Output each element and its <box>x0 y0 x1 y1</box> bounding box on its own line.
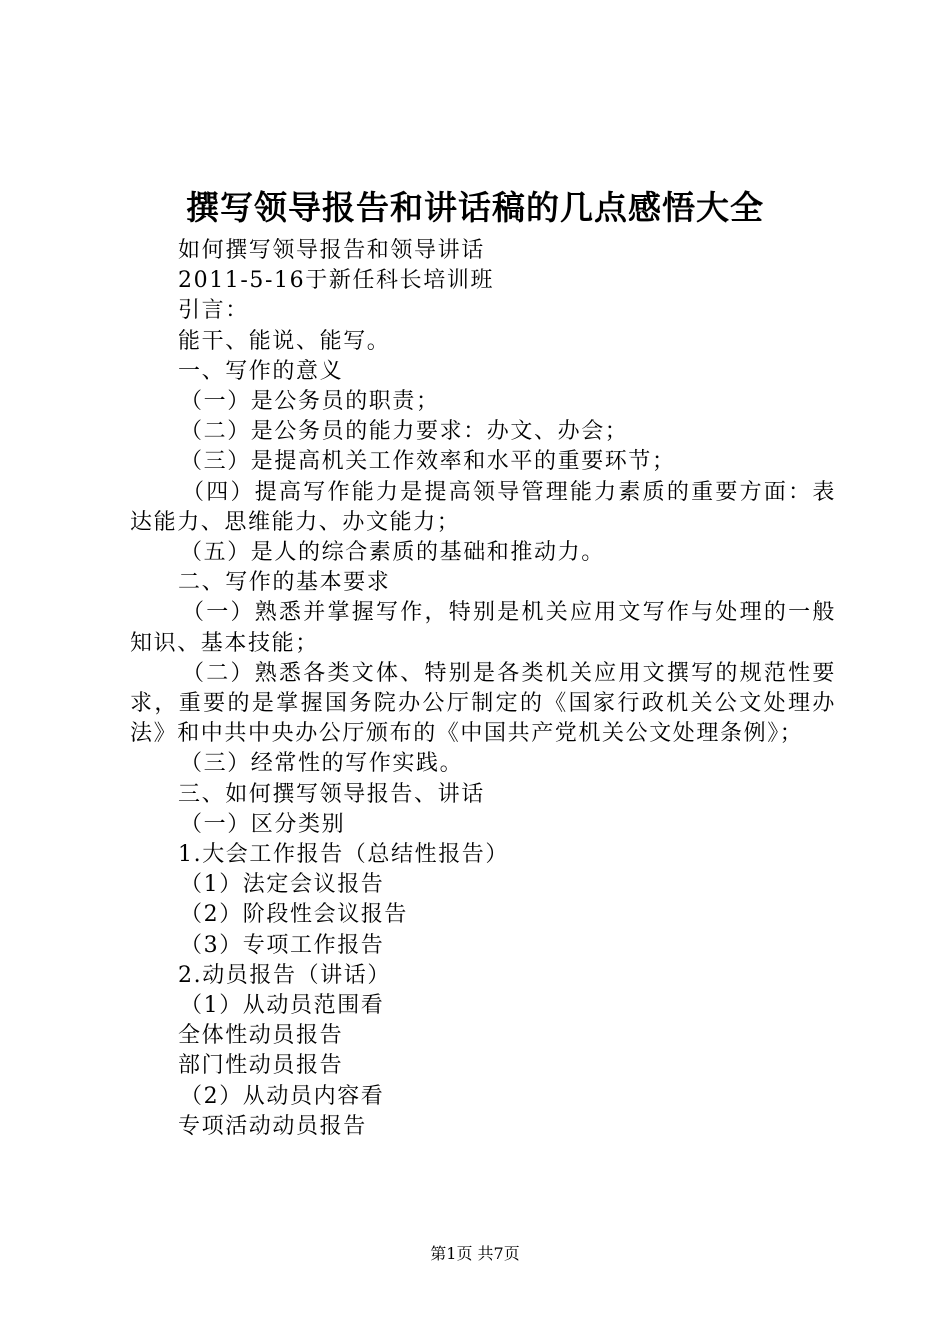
page-footer: 第1页 共7页 <box>430 1244 520 1263</box>
body-line: 专项活动动员报告 <box>178 1113 367 1139</box>
body-line: （一）是公务员的职责； <box>180 389 440 415</box>
body-line: （二）是公务员的能力要求：办文、办会； <box>180 419 629 445</box>
body-line: 2.动员报告（讲话） <box>178 962 391 988</box>
body-line: （三）经常性的写作实践。 <box>180 751 464 777</box>
body-line: （2）阶段性会议报告 <box>180 902 408 928</box>
body-line: （3）专项工作报告 <box>180 932 385 958</box>
body-line: （2）从动员内容看 <box>180 1083 385 1109</box>
body-line: （三）是提高机关工作效率和水平的重要环节； <box>180 449 676 475</box>
body-line: 1.大会工作报告（总结性报告） <box>178 842 509 868</box>
body-line: （1）从动员范围看 <box>180 993 385 1019</box>
body-line: （1）法定会议报告 <box>180 872 385 898</box>
body-paragraph: （一）熟悉并掌握写作，特别是机关应用文写作与处理的一般知识、基本技能； <box>130 600 836 656</box>
body-line: 全体性动员报告 <box>178 1023 344 1049</box>
body-line: 能干、能说、能写。 <box>178 328 391 354</box>
body-paragraph: （二）熟悉各类文体、特别是各类机关应用文撰写的规范性要求，重要的是掌握国务院办公厅制定的《国家行政机关公文处理办法》和中共中央办公厅颁布的《中国共产党机关公文处理条例》； <box>130 660 836 747</box>
body-paragraph: （四）提高写作能力是提高领导管理能力素质的重要方面：表达能力、思维能力、办文能力； <box>130 479 836 535</box>
section-heading: 三、如何撰写领导报告、讲话 <box>178 781 485 807</box>
body-line: 2011-5-16于新任科长培训班 <box>178 268 495 294</box>
document-title: 撰写领导报告和讲话稿的几点感悟大全 <box>186 188 764 227</box>
body-line: 部门性动员报告 <box>178 1053 344 1079</box>
body-line: 引言： <box>178 298 249 324</box>
body-line: （五）是人的综合素质的基础和推动力。 <box>180 540 605 566</box>
section-heading: 二、写作的基本要求 <box>178 570 391 596</box>
body-line: 如何撰写领导报告和领导讲话 <box>178 238 485 263</box>
document-body <box>130 236 836 1142</box>
section-heading: 一、写作的意义 <box>178 358 344 384</box>
body-line: （一）区分类别 <box>180 811 346 837</box>
